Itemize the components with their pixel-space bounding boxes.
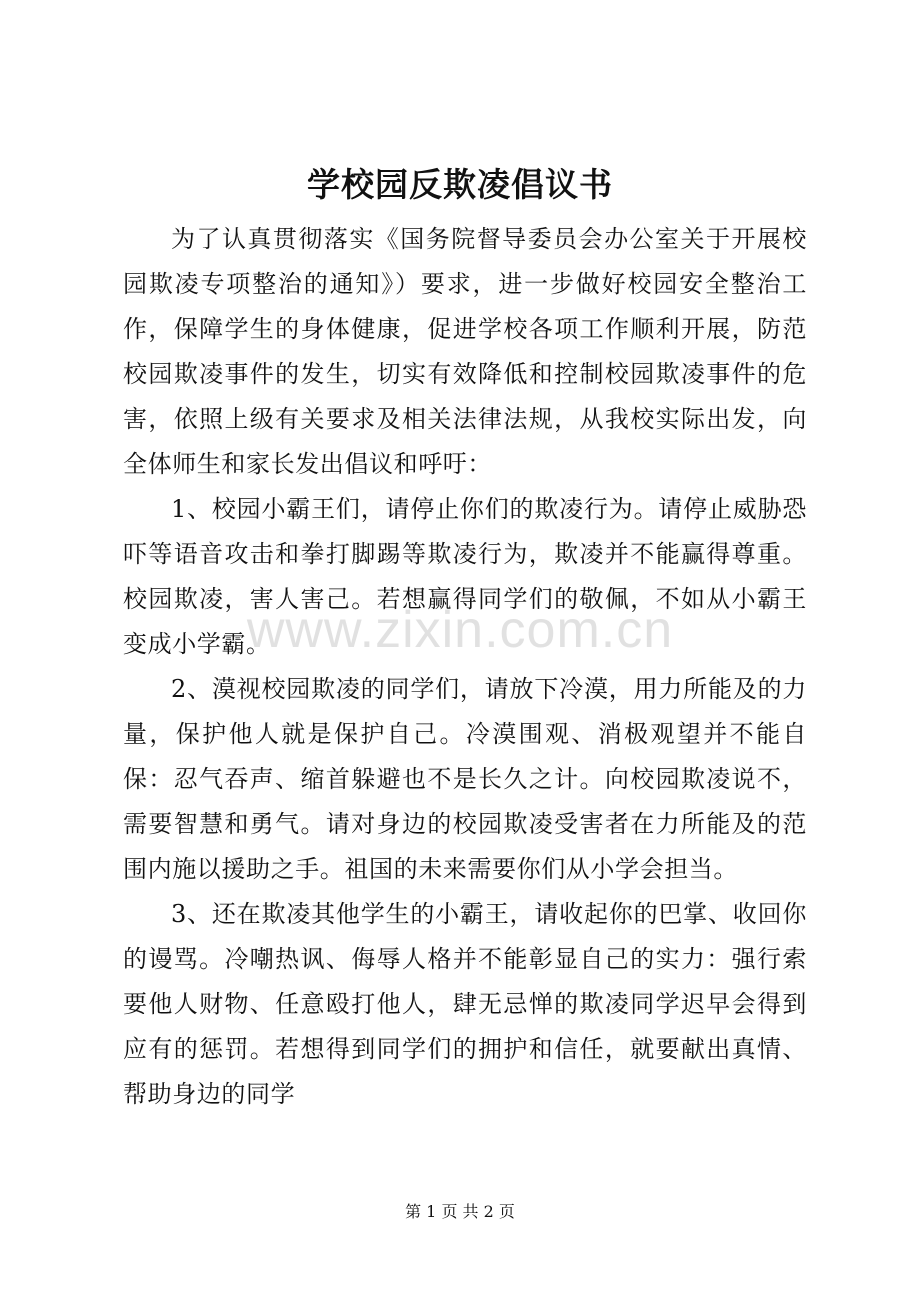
watermark: www.zixin.com.cn <box>246 601 674 659</box>
item-paragraph-1: 1、校园小霸王们，请停止你们的欺凌行为。请停止威胁恐吓等语音攻击和拳打脚踢等欺凌行为，欺凌并不能赢得尊重。校园欺凌，害人害己。若想赢得同学们的敬佩，不如从小霸王变成小学霸。 <box>123 495 807 658</box>
document-body <box>123 217 807 1117</box>
page-footer: 第 1 页 共 2 页 <box>405 1202 515 1221</box>
item-paragraph-3: 3、还在欺凌其他学生的小霸王，请收起你的巴掌、收回你的谩骂。冷嘲热讽、侮辱人格并不能彰显自己的实力：强行索要他人财物、任意殴打他人，肆无忌惮的欺凌同学迟早会得到应有的惩罚。若想得到同学们的拥护和信任，就要献出真情、帮助身边的同学 <box>123 900 807 1108</box>
item-paragraph-2: 2、漠视校园欺凌的同学们，请放下冷漠，用力所能及的力量，保护他人就是保护自己。冷漠围观、消极观望并不能自保：忍气吞声、缩首躲避也不是长久之计。向校园欺凌说不，需要智慧和勇气。请对身边的校园欺凌受害者在力所能及的范围内施以援助之手。祖国的未来需要你们从小学会担当。 <box>123 675 807 883</box>
document-title: 学校园反欺凌倡议书 <box>307 165 613 204</box>
intro-paragraph: 为了认真贯彻落实《国务院督导委员会办公室关于开展校园欺凌专项整治的通知》）要求，进一步做好校园安全整治工作，保障学生的身体健康，促进学校各项工作顺利开展，防范校园欺凌事件的发生，切实有效降低和控制校园欺凌事件的危害，依照上级有关要求及相关法律法规，从我校实际出发，向全体师生和家长发出倡议和呼吁： <box>123 225 807 478</box>
